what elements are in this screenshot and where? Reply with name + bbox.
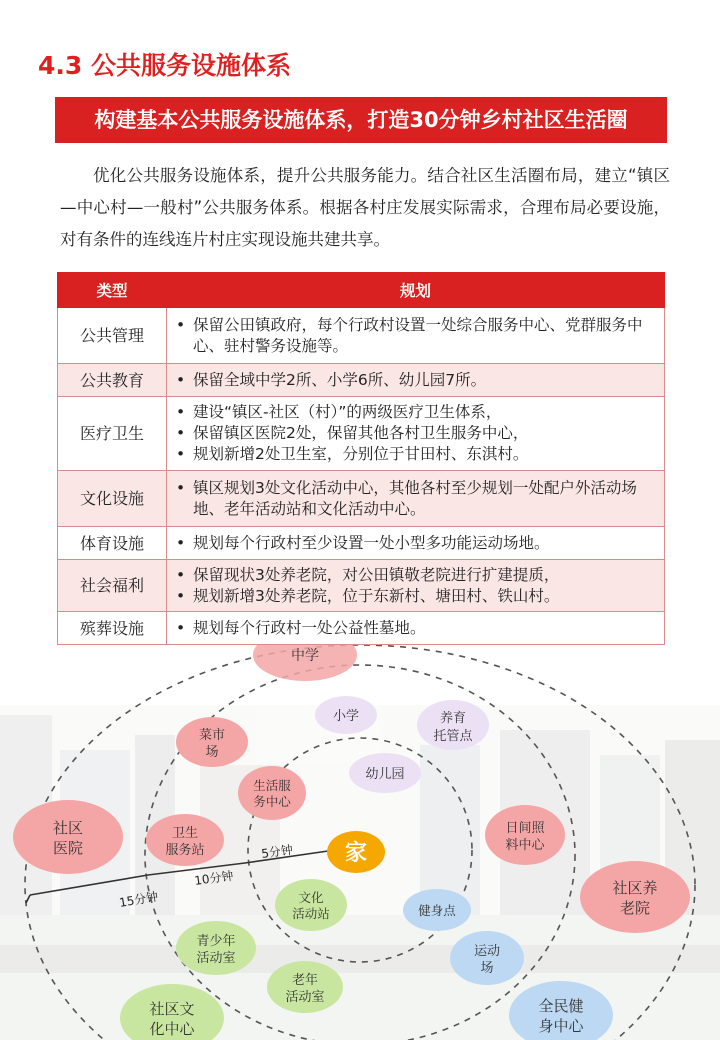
row-item: • 规划每个行政村至少设置一处小型多功能运动场地。 bbox=[173, 533, 658, 554]
table-row bbox=[58, 471, 665, 527]
node-label: 社区养 bbox=[612, 879, 658, 897]
table-row bbox=[58, 397, 665, 471]
table-row bbox=[58, 612, 665, 645]
node-label: 务中心 bbox=[253, 794, 291, 809]
node-weisheng bbox=[146, 814, 224, 866]
row-category: 文化设施 bbox=[58, 471, 167, 527]
node-label: 老院 bbox=[619, 899, 651, 917]
row-item: • 规划每个行政村一处公益性墓地。 bbox=[173, 618, 658, 639]
node-label: 托管点 bbox=[433, 729, 473, 744]
facility-plan-table bbox=[57, 272, 665, 645]
table-row bbox=[58, 308, 665, 364]
node-label: 运动 bbox=[473, 944, 501, 959]
node-wenhua bbox=[275, 879, 347, 931]
node-label: 菜市 bbox=[198, 728, 226, 743]
node-qingshao bbox=[176, 921, 256, 975]
row-item: • 规划新增2处卫生室，分别位于甘田村、东淇村。 bbox=[173, 444, 658, 465]
node-label: 健身点 bbox=[418, 903, 456, 918]
node-caishi bbox=[176, 717, 248, 767]
node-label: 活动室 bbox=[285, 990, 325, 1005]
node-label: 社区 bbox=[52, 819, 84, 837]
node-rijian bbox=[485, 805, 565, 865]
row-category: 公共管理 bbox=[58, 308, 167, 364]
node-label: 日间照 bbox=[505, 821, 545, 836]
node-label: 老年 bbox=[291, 973, 319, 988]
header-type: 类型 bbox=[58, 273, 167, 308]
row-category: 殡葬设施 bbox=[58, 612, 167, 645]
headline-banner: 构建基本公共服务设施体系，打造30分钟乡村社区生活圈 bbox=[55, 97, 667, 143]
node-sqyy bbox=[13, 800, 123, 874]
node-label: 全民健 bbox=[538, 997, 584, 1015]
section-title: 4.3 公共服务设施体系 bbox=[38, 51, 291, 80]
table-header-row bbox=[58, 273, 665, 308]
row-item: • 规划新增3处养老院，位于东新村、塘田村、铁山村。 bbox=[173, 586, 658, 607]
table-row bbox=[58, 560, 665, 612]
ring-label-10min: 10分钟 bbox=[193, 868, 235, 888]
row-item: • 镇区规划3处文化活动中心，其他各村至少规划一处配户外活动场地、老年活动站和文化活动中心。 bbox=[173, 478, 658, 520]
node-label: 文化 bbox=[298, 890, 324, 905]
node-label: 场 bbox=[205, 745, 219, 760]
home-label: 家 bbox=[344, 841, 368, 866]
row-category: 社会福利 bbox=[58, 560, 167, 612]
node-yundong bbox=[450, 931, 524, 985]
node-label: 服务站 bbox=[165, 843, 205, 858]
node-zhongxue bbox=[253, 645, 357, 681]
node-jianshen bbox=[403, 889, 471, 931]
row-category: 医疗卫生 bbox=[58, 397, 167, 471]
node-sqylao bbox=[580, 861, 690, 933]
intro-paragraph: 优化公共服务设施体系，提升公共服务能力。结合社区生活圈布局，建立“镇区—中心村—一般村”公共服务体系。根据各村庄发展实际需求，合理布局必要设施，对有条件的连线连片村庄实现设施共建共享。 bbox=[60, 166, 670, 249]
node-xiaoxue bbox=[315, 696, 377, 734]
node-label: 幼儿园 bbox=[365, 767, 405, 782]
node-label: 活动站 bbox=[292, 906, 330, 921]
home-node bbox=[327, 831, 385, 873]
node-youeryuan bbox=[349, 753, 421, 793]
node-label: 身中心 bbox=[538, 1017, 584, 1035]
node-label: 医院 bbox=[52, 839, 84, 857]
life-circle-diagram bbox=[0, 645, 720, 1040]
row-item: • 建设“镇区-社区（村）”的两级医疗卫生体系， bbox=[173, 402, 658, 423]
row-item: • 保留公田镇政府，每个行政村设置一处综合服务中心、党群服务中心、驻村警务设施等。 bbox=[173, 315, 658, 357]
node-label: 卫生 bbox=[171, 826, 199, 841]
node-label: 青少年 bbox=[196, 934, 236, 949]
row-item: • 保留全域中学2所、小学6所、幼儿园7所。 bbox=[173, 370, 658, 391]
node-label: 小学 bbox=[332, 709, 360, 724]
node-label: 化中心 bbox=[149, 1020, 195, 1038]
row-item: • 保留现状3处养老院，对公田镇敬老院进行扩建提质， bbox=[173, 565, 658, 586]
node-shenghuo bbox=[238, 766, 306, 820]
node-label: 中学 bbox=[291, 648, 319, 664]
table-row bbox=[58, 364, 665, 397]
node-yangyu bbox=[417, 700, 489, 750]
row-item: • 保留镇区医院2处，保留其他各村卫生服务中心， bbox=[173, 423, 658, 444]
node-label: 养育 bbox=[439, 711, 467, 726]
ring-label-15min: 15分钟 bbox=[118, 889, 160, 910]
node-label: 料中心 bbox=[505, 838, 545, 853]
node-label: 生活服 bbox=[253, 778, 291, 793]
row-category: 公共教育 bbox=[58, 364, 167, 397]
header-plan: 规划 bbox=[167, 273, 665, 308]
node-label: 活动室 bbox=[196, 951, 236, 966]
table-row bbox=[58, 527, 665, 560]
row-category: 体育设施 bbox=[58, 527, 167, 560]
node-laonian bbox=[267, 961, 343, 1013]
ring-label-5min: 5分钟 bbox=[260, 842, 294, 861]
node-label: 社区文 bbox=[149, 1000, 195, 1018]
node-label: 场 bbox=[480, 961, 494, 976]
